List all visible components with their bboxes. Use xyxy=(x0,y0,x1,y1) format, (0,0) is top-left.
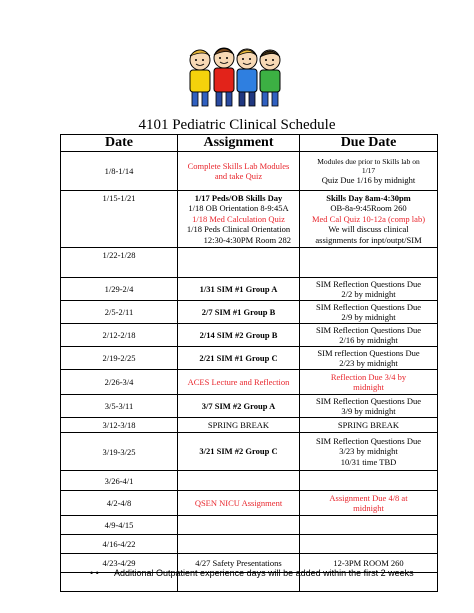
due-date-cell xyxy=(300,324,438,347)
due-line: SIM Reflection Questions Due xyxy=(315,278,422,289)
assignment-line: 1/18 Med Calculation Quiz xyxy=(192,213,285,224)
due-line: Quiz Due 1/16 by midnight xyxy=(321,174,416,185)
bullet-icon: • • xyxy=(90,568,99,578)
due-date-cell xyxy=(300,516,438,535)
table-row xyxy=(61,248,438,278)
schedule-table xyxy=(60,134,438,592)
column-header-assignment: Assignment xyxy=(178,135,300,152)
table-row xyxy=(61,491,438,516)
assignment-cell: ACES Lecture and Reflection xyxy=(178,370,300,395)
due-line: Modules due prior to Skills lab on xyxy=(317,156,420,166)
due-date-cell xyxy=(300,278,438,301)
due-date-cell xyxy=(300,491,438,516)
table-row xyxy=(61,191,438,248)
table-row xyxy=(61,347,438,370)
date-cell: 3/26-4/1 xyxy=(61,471,178,491)
date-cell: 2/5-2/11 xyxy=(61,301,178,324)
due-line: SIM Reflection Questions Due xyxy=(315,324,422,335)
due-line: OB-8a-9:45Room 260 xyxy=(330,203,407,214)
due-line: assignments for inpt/outpt/SIM xyxy=(315,234,422,245)
date-cell: 4/9-4/15 xyxy=(61,516,178,535)
table-row xyxy=(61,324,438,347)
due-line: 1/17 xyxy=(361,165,376,175)
date-cell: 4/2-4/8 xyxy=(61,491,178,516)
due-line: 3/9 by midnight xyxy=(341,406,396,416)
assignment-cell: 1/31 SIM #1 Group A xyxy=(178,278,300,301)
due-line: SIM Reflection Questions Due xyxy=(315,395,422,406)
table-header-row xyxy=(61,135,438,152)
due-date-cell: 12-3PM ROOM 260 xyxy=(300,554,438,573)
date-cell: 2/12-2/18 xyxy=(61,324,178,347)
page-title: 4101 Pediatric Clinical Schedule xyxy=(138,117,336,133)
date-cell: 2/26-3/4 xyxy=(61,370,178,395)
date-cell: 3/5-3/11 xyxy=(61,395,178,418)
due-line: SIM reflection Questions Due xyxy=(317,347,420,358)
assignment-cell: 4/27 Safety Presentations xyxy=(178,554,300,573)
table-row xyxy=(61,278,438,301)
due-date-cell xyxy=(300,433,438,471)
assignment-cell xyxy=(178,248,300,278)
assignment-line: and take Quiz xyxy=(214,171,263,181)
table-row xyxy=(61,535,438,554)
table-row xyxy=(61,418,438,433)
due-date-cell xyxy=(300,152,438,191)
due-line: 2/23 by midnight xyxy=(339,358,398,368)
due-line: 10/31 time TBD xyxy=(340,456,397,467)
due-date-cell xyxy=(300,191,438,248)
assignment-cell: SPRING BREAK xyxy=(178,418,300,433)
due-date-cell xyxy=(300,471,438,491)
due-line: SIM Reflection Questions Due xyxy=(315,435,422,446)
assignment-line: 1/17 Peds/OB Skills Day xyxy=(194,192,283,203)
due-date-cell xyxy=(300,347,438,370)
due-line: We will discuss clinical xyxy=(328,224,409,235)
due-date-cell xyxy=(300,395,438,418)
assignment-cell xyxy=(178,471,300,491)
due-line: midnight xyxy=(353,382,384,392)
date-cell: 1/15-1/21 xyxy=(61,191,178,248)
due-date-cell xyxy=(300,535,438,554)
due-line: SIM Reflection Questions Due xyxy=(315,301,422,312)
due-line: Assignment Due 4/8 at xyxy=(329,492,408,503)
date-cell: 3/19-3/25 xyxy=(61,433,178,471)
due-line: Med Cal Quiz 10-12a (comp lab) xyxy=(311,213,426,224)
date-cell: 4/23-4/29 xyxy=(61,554,178,573)
assignment-cell xyxy=(178,516,300,535)
assignment-line: 1/18 OB Orientation 8-9:45A xyxy=(188,203,289,214)
table-row xyxy=(61,433,438,471)
column-header-date: Date xyxy=(61,135,178,152)
children-clipart-image xyxy=(182,42,288,112)
assignment-cell: 2/14 SIM #2 Group B xyxy=(178,324,300,347)
due-date-cell xyxy=(300,301,438,324)
date-cell: 1/8-1/14 xyxy=(61,152,178,191)
due-line: 3/23 by midnight xyxy=(339,446,398,457)
table-row xyxy=(61,370,438,395)
date-cell: 4/16-4/22 xyxy=(61,535,178,554)
due-line: Skills Day 8am-4:30pm xyxy=(326,192,411,203)
assignment-cell: 2/7 SIM #1 Group B xyxy=(178,301,300,324)
assignment-cell: 3/21 SIM #2 Group C xyxy=(178,433,300,471)
table-row xyxy=(61,395,438,418)
due-line: 2/16 by midnight xyxy=(339,335,398,345)
assignment-cell xyxy=(178,152,300,191)
table-row xyxy=(61,471,438,491)
due-line: 2/2 by midnight xyxy=(341,289,396,299)
assignment-line: Complete Skills Lab Modules xyxy=(187,160,290,171)
date-cell: 1/29-2/4 xyxy=(61,278,178,301)
due-date-cell: SPRING BREAK xyxy=(300,418,438,433)
date-cell: 2/19-2/25 xyxy=(61,347,178,370)
due-line: Reflection Due 3/4 by xyxy=(330,371,407,382)
assignment-line: 1/18 Peds Clinical Orientation xyxy=(186,224,291,235)
assignment-cell: 2/21 SIM #1 Group C xyxy=(178,347,300,370)
table-row xyxy=(61,152,438,191)
assignment-cell: 3/7 SIM #2 Group A xyxy=(178,395,300,418)
assignment-cell xyxy=(178,535,300,554)
column-header-due-date: Due Date xyxy=(300,135,438,152)
footer-text: Additional Outpatient experience days will be added within the first 2 weeks xyxy=(114,568,414,578)
table-row xyxy=(61,301,438,324)
due-line: midnight xyxy=(353,503,384,513)
due-date-cell xyxy=(300,370,438,395)
due-line: 2/9 by midnight xyxy=(341,312,396,322)
table-row xyxy=(61,516,438,535)
footer-note xyxy=(90,568,470,579)
assignment-line: 12:30-4:30PM Room 282 xyxy=(203,234,291,245)
date-cell: 3/12-3/18 xyxy=(61,418,178,433)
assignment-cell xyxy=(178,191,300,248)
assignment-cell: QSEN NICU Assignment xyxy=(178,491,300,516)
due-date-cell xyxy=(300,248,438,278)
date-cell: 1/22-1/28 xyxy=(61,248,178,278)
